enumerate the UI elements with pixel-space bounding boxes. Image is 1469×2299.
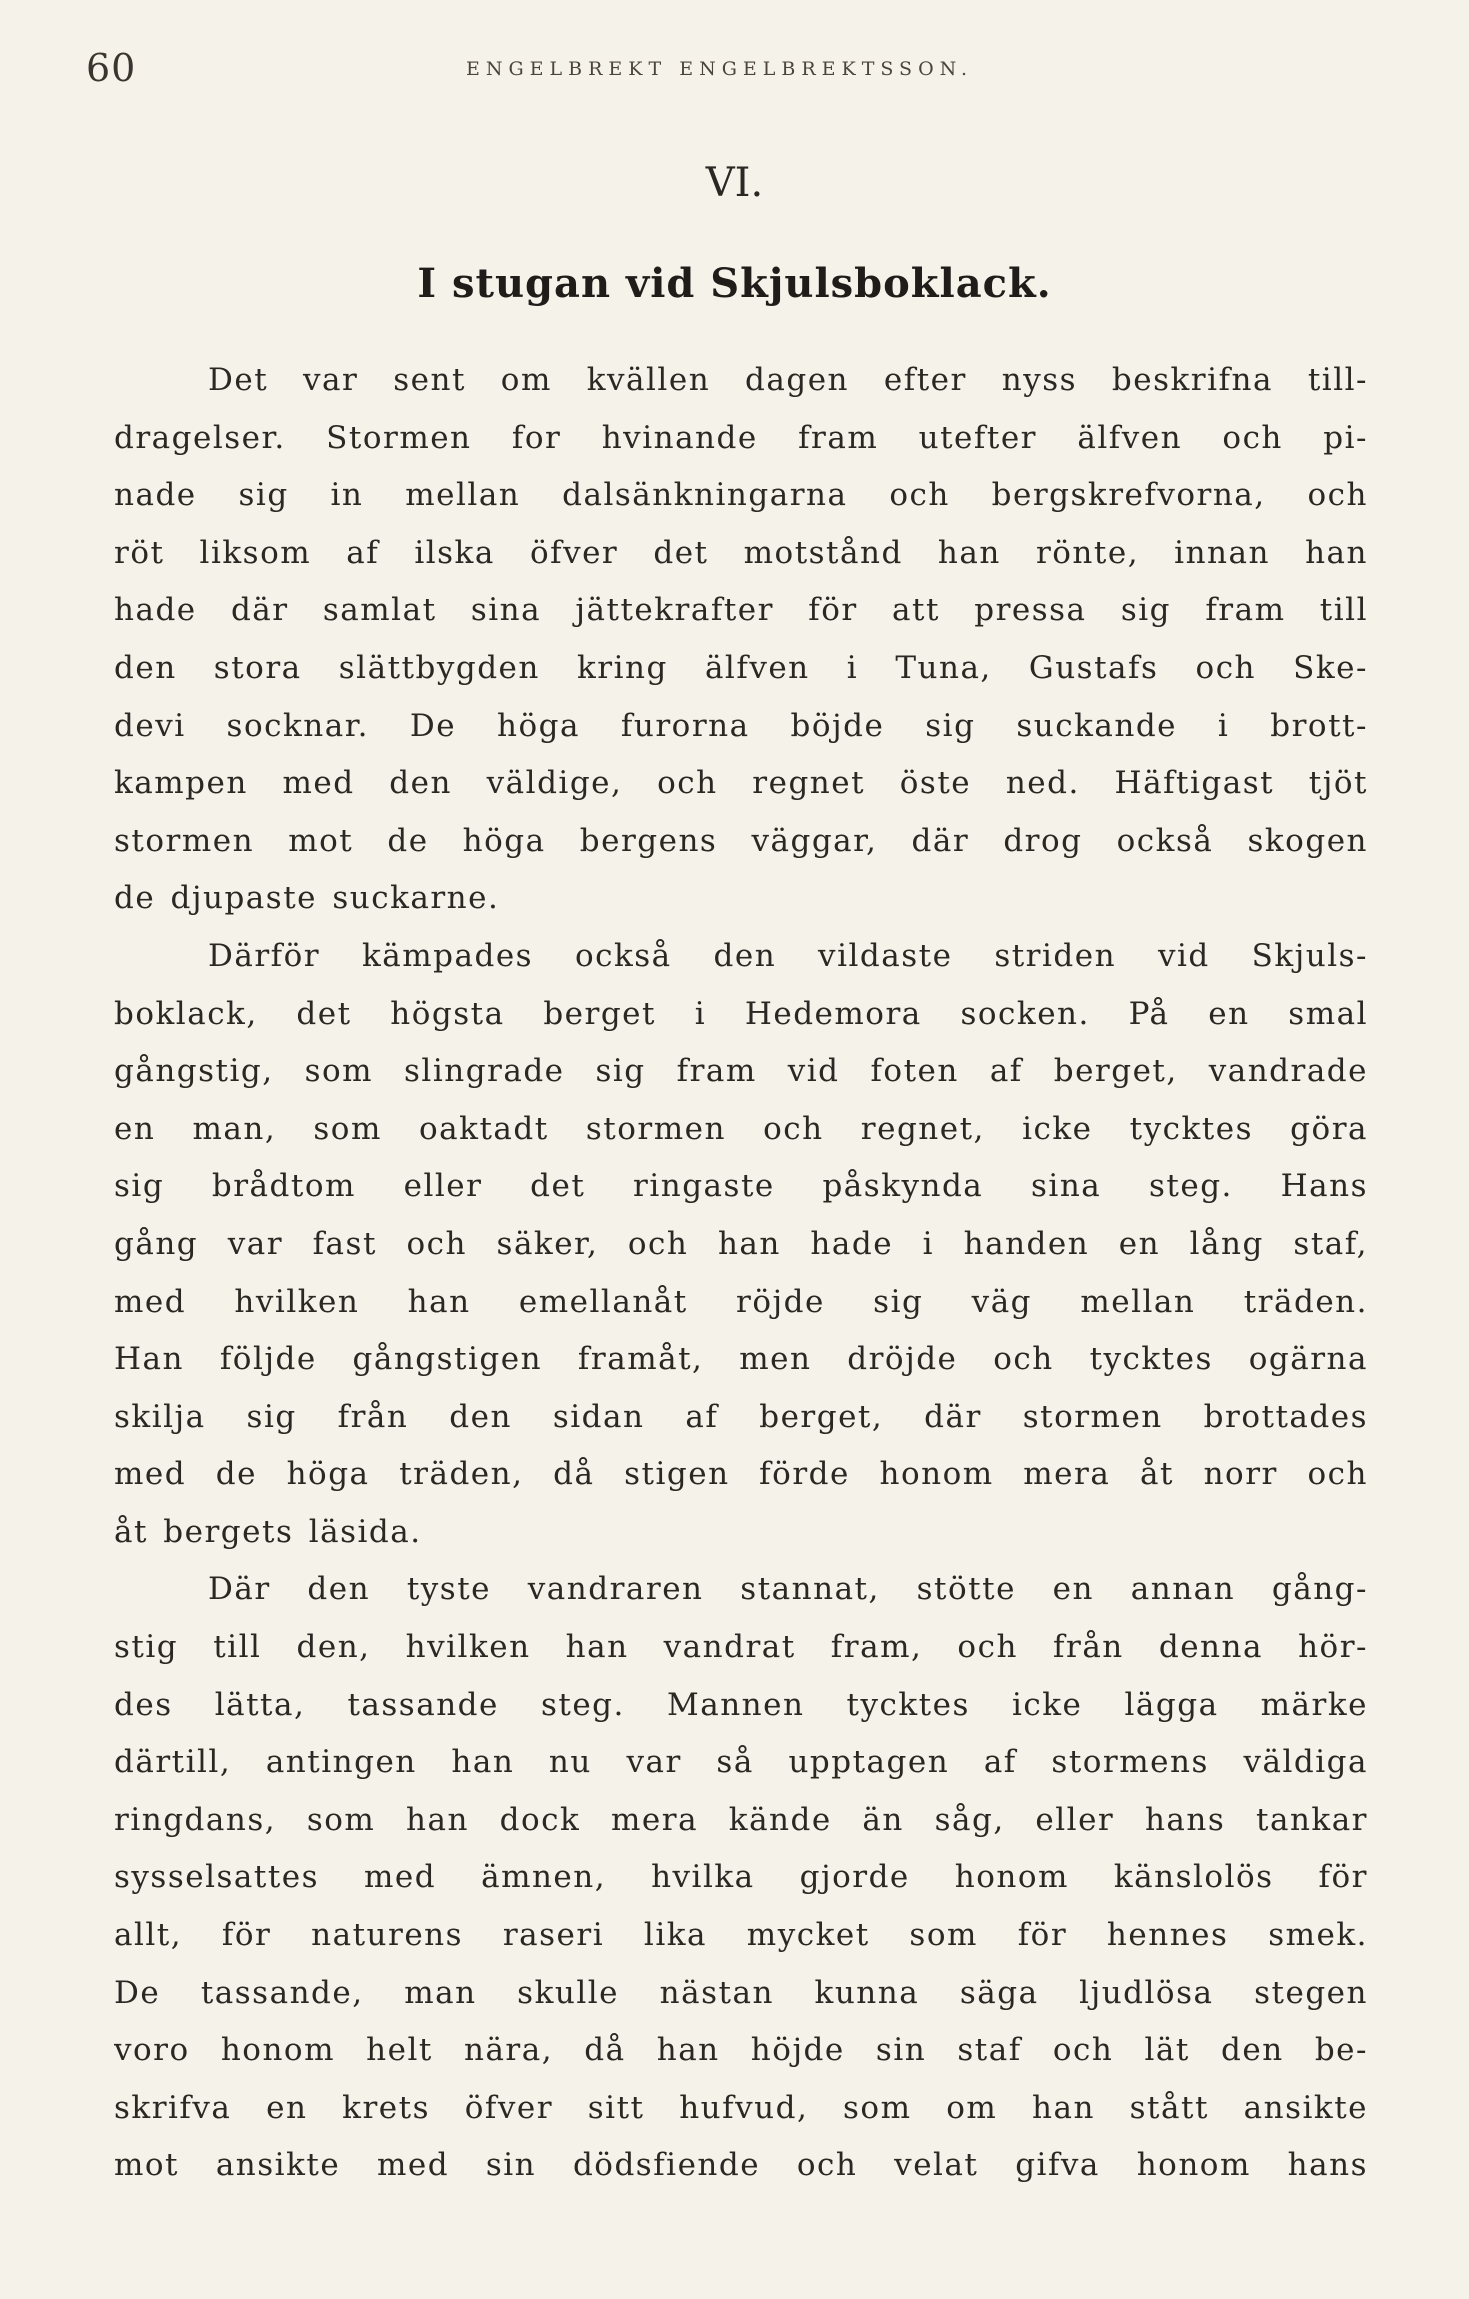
text-line: åt bergets läsida.	[114, 1513, 422, 1550]
text-line: Därför kämpades också den vildaste striden vid Skjuls-	[208, 937, 1368, 974]
text-line: röt liksom af ilska öfver det motstånd han rönte, innan han	[114, 534, 1368, 571]
text-line: kampen med den väldige, och regnet öste ned. Häftigast tjöt	[114, 765, 1368, 802]
text-line: med hvilken han emellanåt röjde sig väg mellan träden.	[114, 1283, 1368, 1320]
text-line: ringdans, som han dock mera kände än såg, eller hans tankar	[114, 1801, 1368, 1838]
text-line: des lätta, tassande steg. Mannen tycktes icke lägga märke	[114, 1686, 1368, 1723]
text-line: stormen mot de höga bergens väggar, där drog också skogen	[114, 822, 1368, 859]
chapter-title: I stugan vid Skjulsboklack.	[417, 260, 1052, 307]
text-line: en man, som oaktadt stormen och regnet, icke tycktes göra	[114, 1110, 1368, 1147]
text-line: med de höga träden, då stigen förde honom mera åt norr och	[114, 1456, 1368, 1493]
text-line: gångstig, som slingrade sig fram vid foten af berget, vandrade	[114, 1053, 1368, 1090]
text-line: de djupaste suckarne.	[114, 880, 500, 917]
text-line: hade där samlat sina jättekrafter för att pressa sig fram till	[114, 592, 1368, 629]
text-line: dragelser. Stormen for hvinande fram utefter älfven och pi-	[114, 419, 1368, 456]
chapter-number: VI.	[705, 160, 764, 206]
text-line: skrifva en krets öfver sitt hufvud, som om han stått ansikte	[114, 2089, 1368, 2126]
text-line: De tassande, man skulle nästan kunna säga ljudlösa stegen	[114, 1974, 1368, 2011]
text-line: Han följde gångstigen framåt, men dröjde och tycktes ogärna	[114, 1341, 1368, 1378]
body-text	[114, 352, 1368, 2195]
text-line: nade sig in mellan dalsänkningarna och bergskrefvorna, och	[114, 477, 1368, 514]
text-line: voro honom helt nära, då han höjde sin staf och lät den be-	[114, 2032, 1368, 2069]
text-line: skilja sig från den sidan af berget, där stormen brottades	[114, 1398, 1368, 1435]
text-line: sig brådtom eller det ringaste påskynda sina steg. Hans	[114, 1168, 1368, 1205]
text-line: mot ansikte med sin dödsfiende och velat gifva honom hans	[114, 2147, 1368, 2184]
running-head	[86, 46, 1386, 90]
text-line: boklack, det högsta berget i Hedemora socken. På en smal	[114, 995, 1368, 1032]
text-line: allt, för naturens raseri lika mycket som för hennes smek.	[114, 1917, 1368, 1954]
text-line: gång var fast och säker, och han hade i handen en lång staf,	[114, 1225, 1368, 1262]
text-line: devi socknar. De höga furorna böjde sig suckande i brott-	[114, 707, 1368, 744]
running-title: ENGELBREKT ENGELBREKTSSON.	[466, 58, 974, 80]
text-line: Där den tyste vandraren stannat, stötte en annan gång-	[208, 1571, 1368, 1608]
page-number: 60	[86, 46, 137, 90]
text-line: sysselsattes med ämnen, hvilka gjorde honom känslolös för	[114, 1859, 1368, 1896]
text-line: stig till den, hvilken han vandrat fram, och från denna hör-	[114, 1629, 1368, 1666]
text-line: den stora slättbygden kring älfven i Tuna, Gustafs och Ske-	[114, 649, 1368, 686]
text-line: Det var sent om kvällen dagen efter nyss beskrifna till-	[208, 362, 1368, 398]
text-line: därtill, antingen han nu var så upptagen af stormens väldiga	[114, 1744, 1368, 1781]
